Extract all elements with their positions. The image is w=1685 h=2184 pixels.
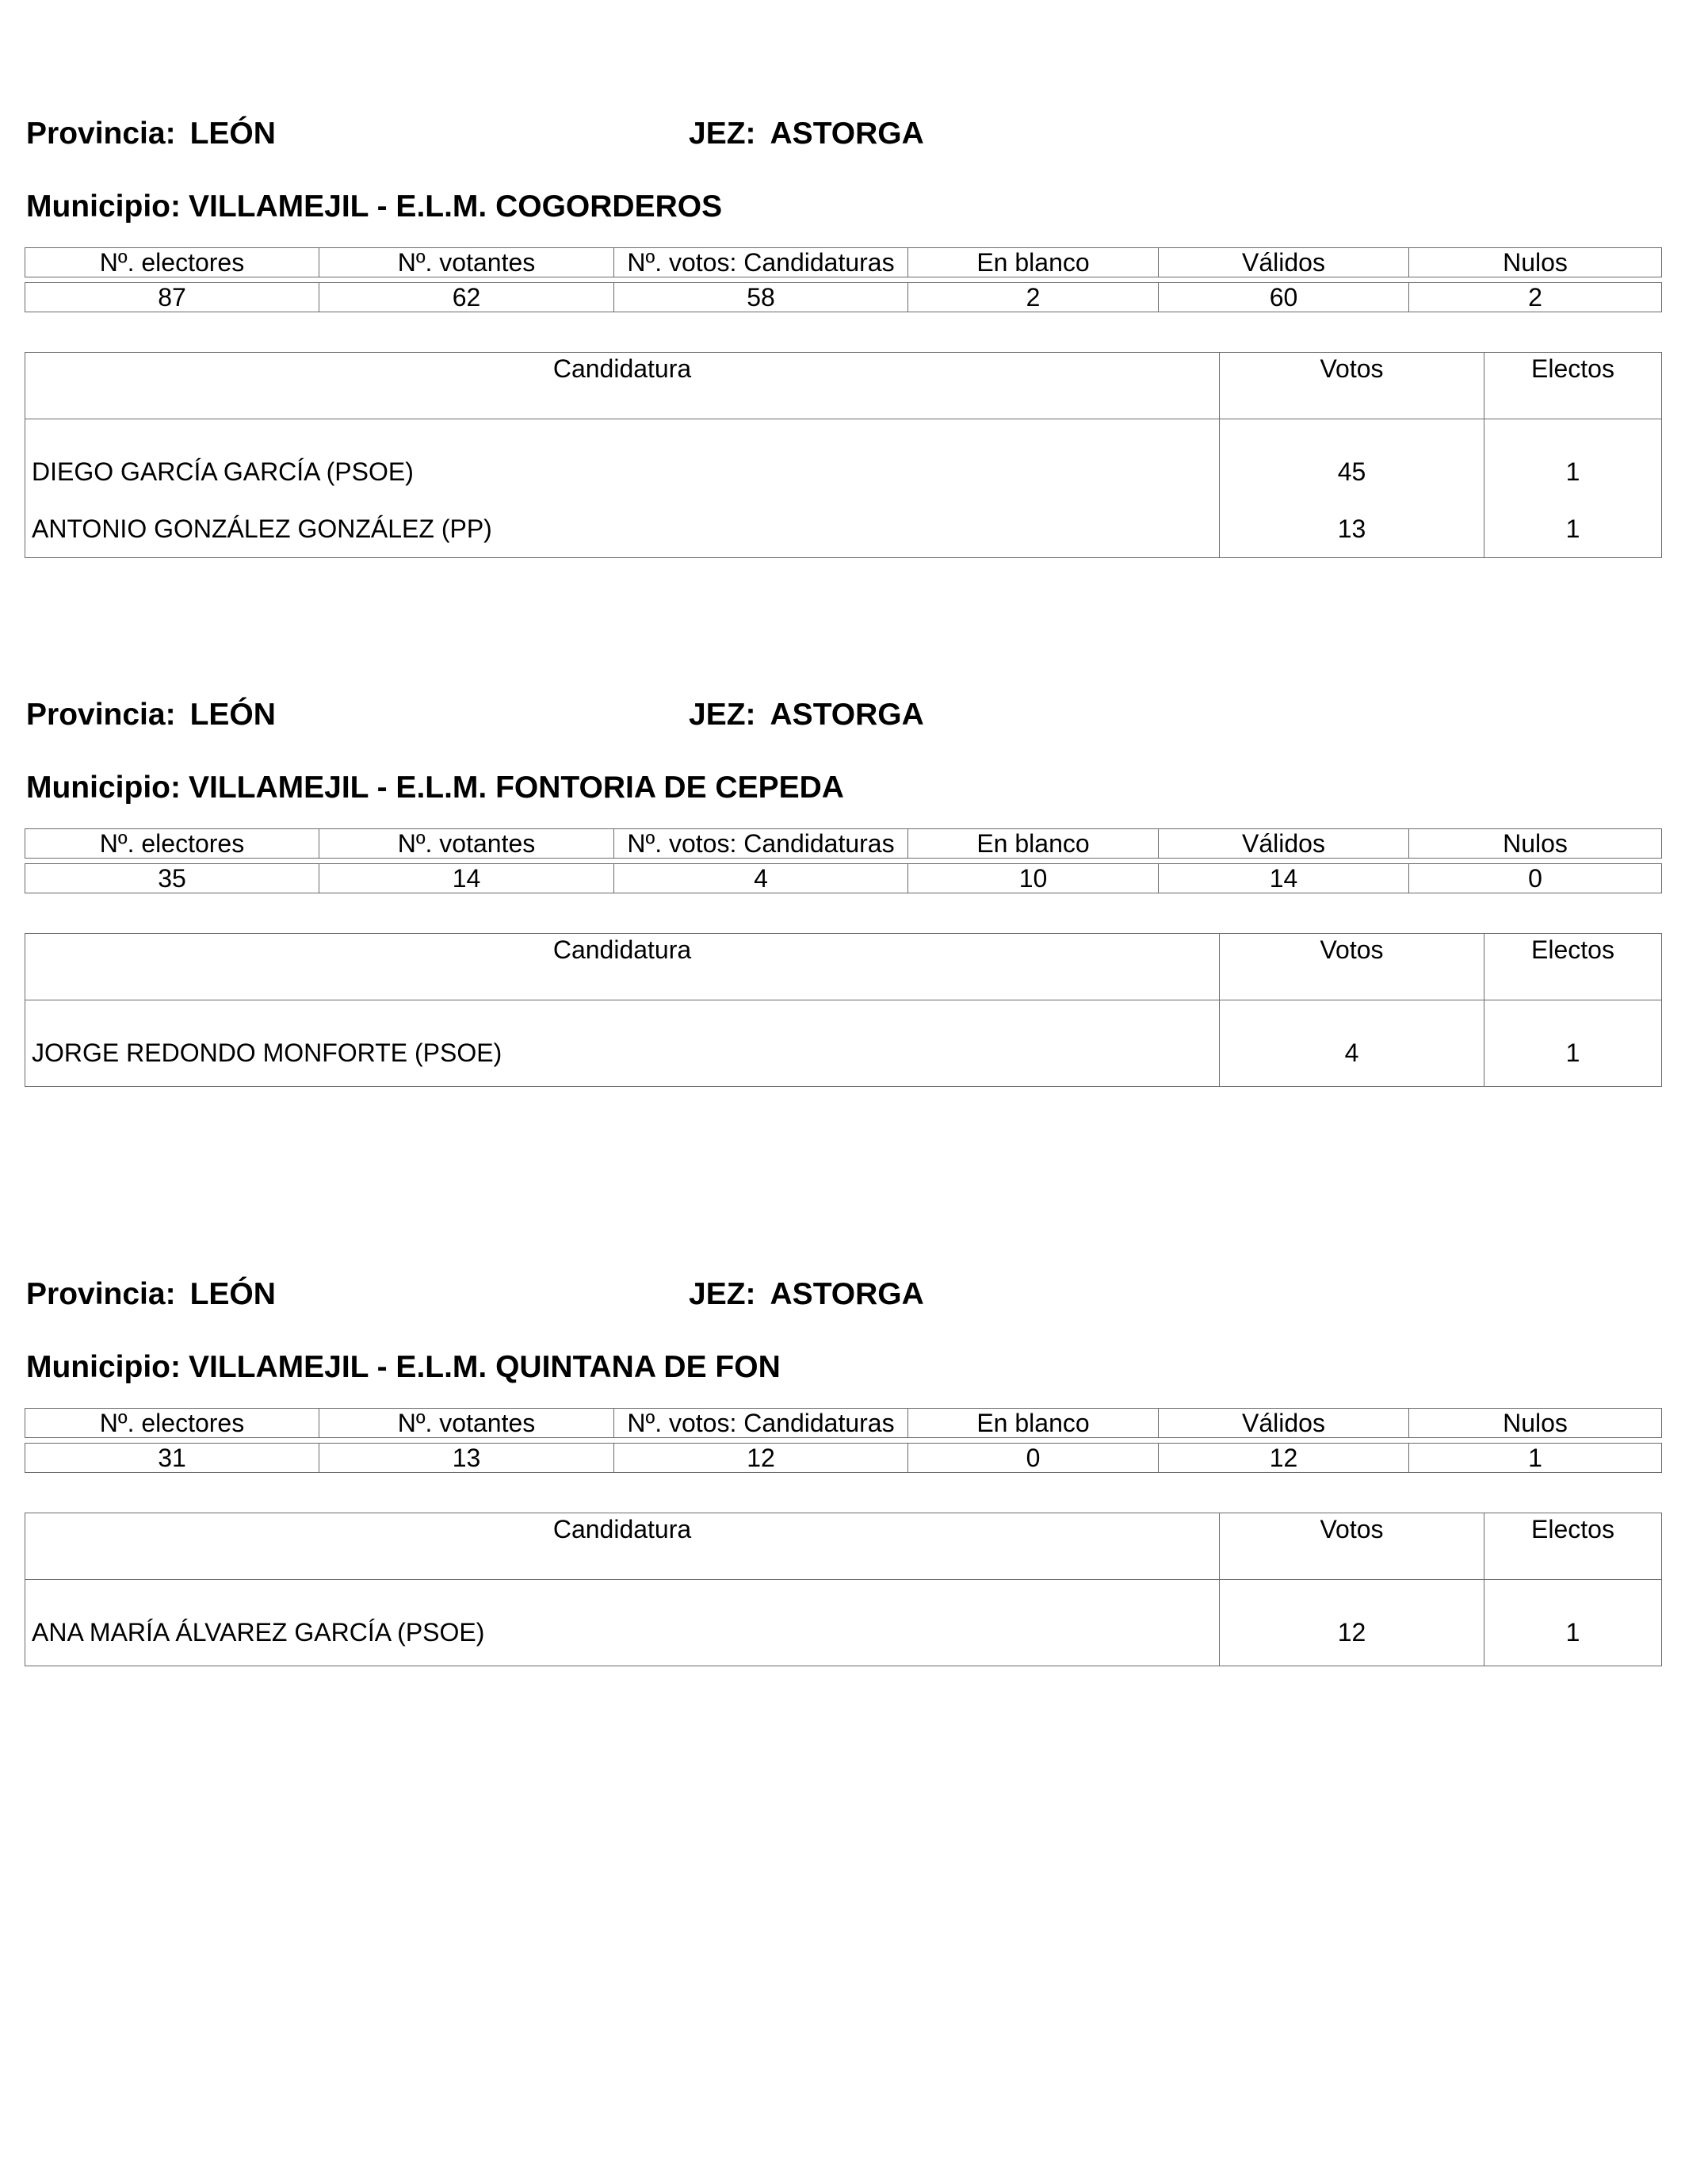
votos-header: Votos	[1220, 934, 1484, 1000]
stats-header: En blanco	[908, 829, 1159, 859]
stats-header: Nº. votos: Candidaturas	[614, 248, 908, 277]
candidatura-table	[25, 1513, 1662, 1666]
stats-value: 13	[319, 1444, 614, 1473]
jez	[689, 117, 924, 151]
candidato-votos: 13	[1220, 505, 1484, 558]
jez-label: JEZ:	[689, 1277, 756, 1311]
candidatura-header: Candidatura	[25, 353, 1220, 419]
stats-table	[25, 247, 1662, 312]
provincia-value: LEÓN	[189, 1277, 276, 1311]
stats-table	[25, 1408, 1662, 1473]
candidato-electos: 1	[1484, 1580, 1662, 1666]
candidato-votos: 12	[1220, 1580, 1484, 1666]
stats-header: Nº. electores	[25, 248, 319, 277]
stats-header: Nº. votos: Candidaturas	[614, 829, 908, 859]
provincia-label: Provincia:	[26, 1277, 176, 1311]
stats-header: Nº. votantes	[319, 248, 614, 277]
stats-header: Nº. electores	[25, 829, 319, 859]
jez-value: ASTORGA	[770, 117, 924, 151]
candidato-votos: 45	[1220, 419, 1484, 506]
candidato-nombre: ANA MARÍA ÁLVAREZ GARCÍA (PSOE)	[25, 1580, 1220, 1666]
stats-header: En blanco	[908, 248, 1159, 277]
stats-value-row	[25, 864, 1662, 893]
stats-value-row	[25, 1444, 1662, 1473]
candidatura-row	[25, 505, 1662, 558]
jez-value: ASTORGA	[770, 1277, 924, 1311]
municipio-label: Municipio:	[26, 1350, 181, 1384]
electos-header: Electos	[1484, 1513, 1662, 1580]
jez	[689, 698, 924, 732]
jez	[689, 1277, 924, 1312]
provincia-value: LEÓN	[189, 117, 276, 151]
municipio	[26, 189, 722, 224]
header-line	[25, 117, 1661, 156]
candidato-electos: 1	[1484, 1000, 1662, 1087]
electos-header: Electos	[1484, 934, 1662, 1000]
stats-value: 2	[908, 283, 1159, 312]
stats-header: Nº. votantes	[319, 829, 614, 859]
section-quintana-de-fon	[25, 1277, 1661, 1647]
stats-header: Nulos	[1409, 248, 1662, 277]
candidato-nombre: JORGE REDONDO MONFORTE (PSOE)	[25, 1000, 1220, 1087]
stats-header: Válidos	[1159, 829, 1409, 859]
municipio-label: Municipio:	[26, 189, 181, 224]
votos-header: Votos	[1220, 1513, 1484, 1580]
candidatura-table	[25, 352, 1662, 558]
stats-value: 2	[1409, 283, 1662, 312]
stats-value: 10	[908, 864, 1159, 893]
section-cogorderos	[25, 117, 1661, 543]
section-fontoria-de-cepeda	[25, 698, 1661, 1067]
provincia-label: Provincia:	[26, 698, 176, 732]
stats-header-row	[25, 1409, 1662, 1438]
stats-value: 4	[614, 864, 908, 893]
stats-header: Nulos	[1409, 1409, 1662, 1438]
candidatura-header-row	[25, 1513, 1662, 1580]
stats-value: 60	[1159, 283, 1409, 312]
header-line	[25, 1277, 1661, 1317]
stats-value: 87	[25, 283, 319, 312]
header-line	[25, 698, 1661, 737]
stats-value: 58	[614, 283, 908, 312]
candidatura-header: Candidatura	[25, 934, 1220, 1000]
stats-value: 31	[25, 1444, 319, 1473]
candidatura-table	[25, 933, 1662, 1087]
stats-value: 1	[1409, 1444, 1662, 1473]
stats-header: Nº. electores	[25, 1409, 319, 1438]
candidato-nombre: DIEGO GARCÍA GARCÍA (PSOE)	[25, 419, 1220, 506]
stats-header: Válidos	[1159, 248, 1409, 277]
municipio-value: VILLAMEJIL - E.L.M. COGORDEROS	[188, 189, 723, 224]
stats-header: Nulos	[1409, 829, 1662, 859]
jez-label: JEZ:	[689, 117, 756, 151]
municipio-value: VILLAMEJIL - E.L.M. FONTORIA DE CEPEDA	[188, 771, 844, 805]
stats-value: 62	[319, 283, 614, 312]
candidatura-row	[25, 419, 1662, 506]
municipio-label: Municipio:	[26, 771, 181, 805]
candidato-electos: 1	[1484, 505, 1662, 558]
jez-label: JEZ:	[689, 698, 756, 732]
candidato-electos: 1	[1484, 419, 1662, 506]
stats-value: 14	[1159, 864, 1409, 893]
stats-header: Válidos	[1159, 1409, 1409, 1438]
provincia	[26, 698, 276, 732]
stats-value: 12	[1159, 1444, 1409, 1473]
candidatura-row	[25, 1000, 1662, 1087]
municipio-value: VILLAMEJIL - E.L.M. QUINTANA DE FON	[188, 1350, 781, 1384]
provincia	[26, 1277, 276, 1312]
stats-value: 14	[319, 864, 614, 893]
candidato-votos: 4	[1220, 1000, 1484, 1087]
municipio	[26, 1350, 781, 1385]
stats-header: Nº. votos: Candidaturas	[614, 1409, 908, 1438]
stats-table	[25, 828, 1662, 893]
provincia	[26, 117, 276, 151]
electos-header: Electos	[1484, 353, 1662, 419]
provincia-value: LEÓN	[189, 698, 276, 732]
stats-value: 0	[1409, 864, 1662, 893]
provincia-label: Provincia:	[26, 117, 176, 151]
stats-header-row	[25, 829, 1662, 859]
stats-value: 35	[25, 864, 319, 893]
votos-header: Votos	[1220, 353, 1484, 419]
stats-header: Nº. votantes	[319, 1409, 614, 1438]
candidatura-header: Candidatura	[25, 1513, 1220, 1580]
stats-header: En blanco	[908, 1409, 1159, 1438]
stats-value-row	[25, 283, 1662, 312]
candidato-nombre: ANTONIO GONZÁLEZ GONZÁLEZ (PP)	[25, 505, 1220, 558]
municipio	[26, 771, 844, 805]
candidatura-header-row	[25, 353, 1662, 419]
stats-header-row	[25, 248, 1662, 277]
candidatura-row	[25, 1580, 1662, 1666]
stats-value: 0	[908, 1444, 1159, 1473]
jez-value: ASTORGA	[770, 698, 924, 732]
stats-value: 12	[614, 1444, 908, 1473]
candidatura-header-row	[25, 934, 1662, 1000]
